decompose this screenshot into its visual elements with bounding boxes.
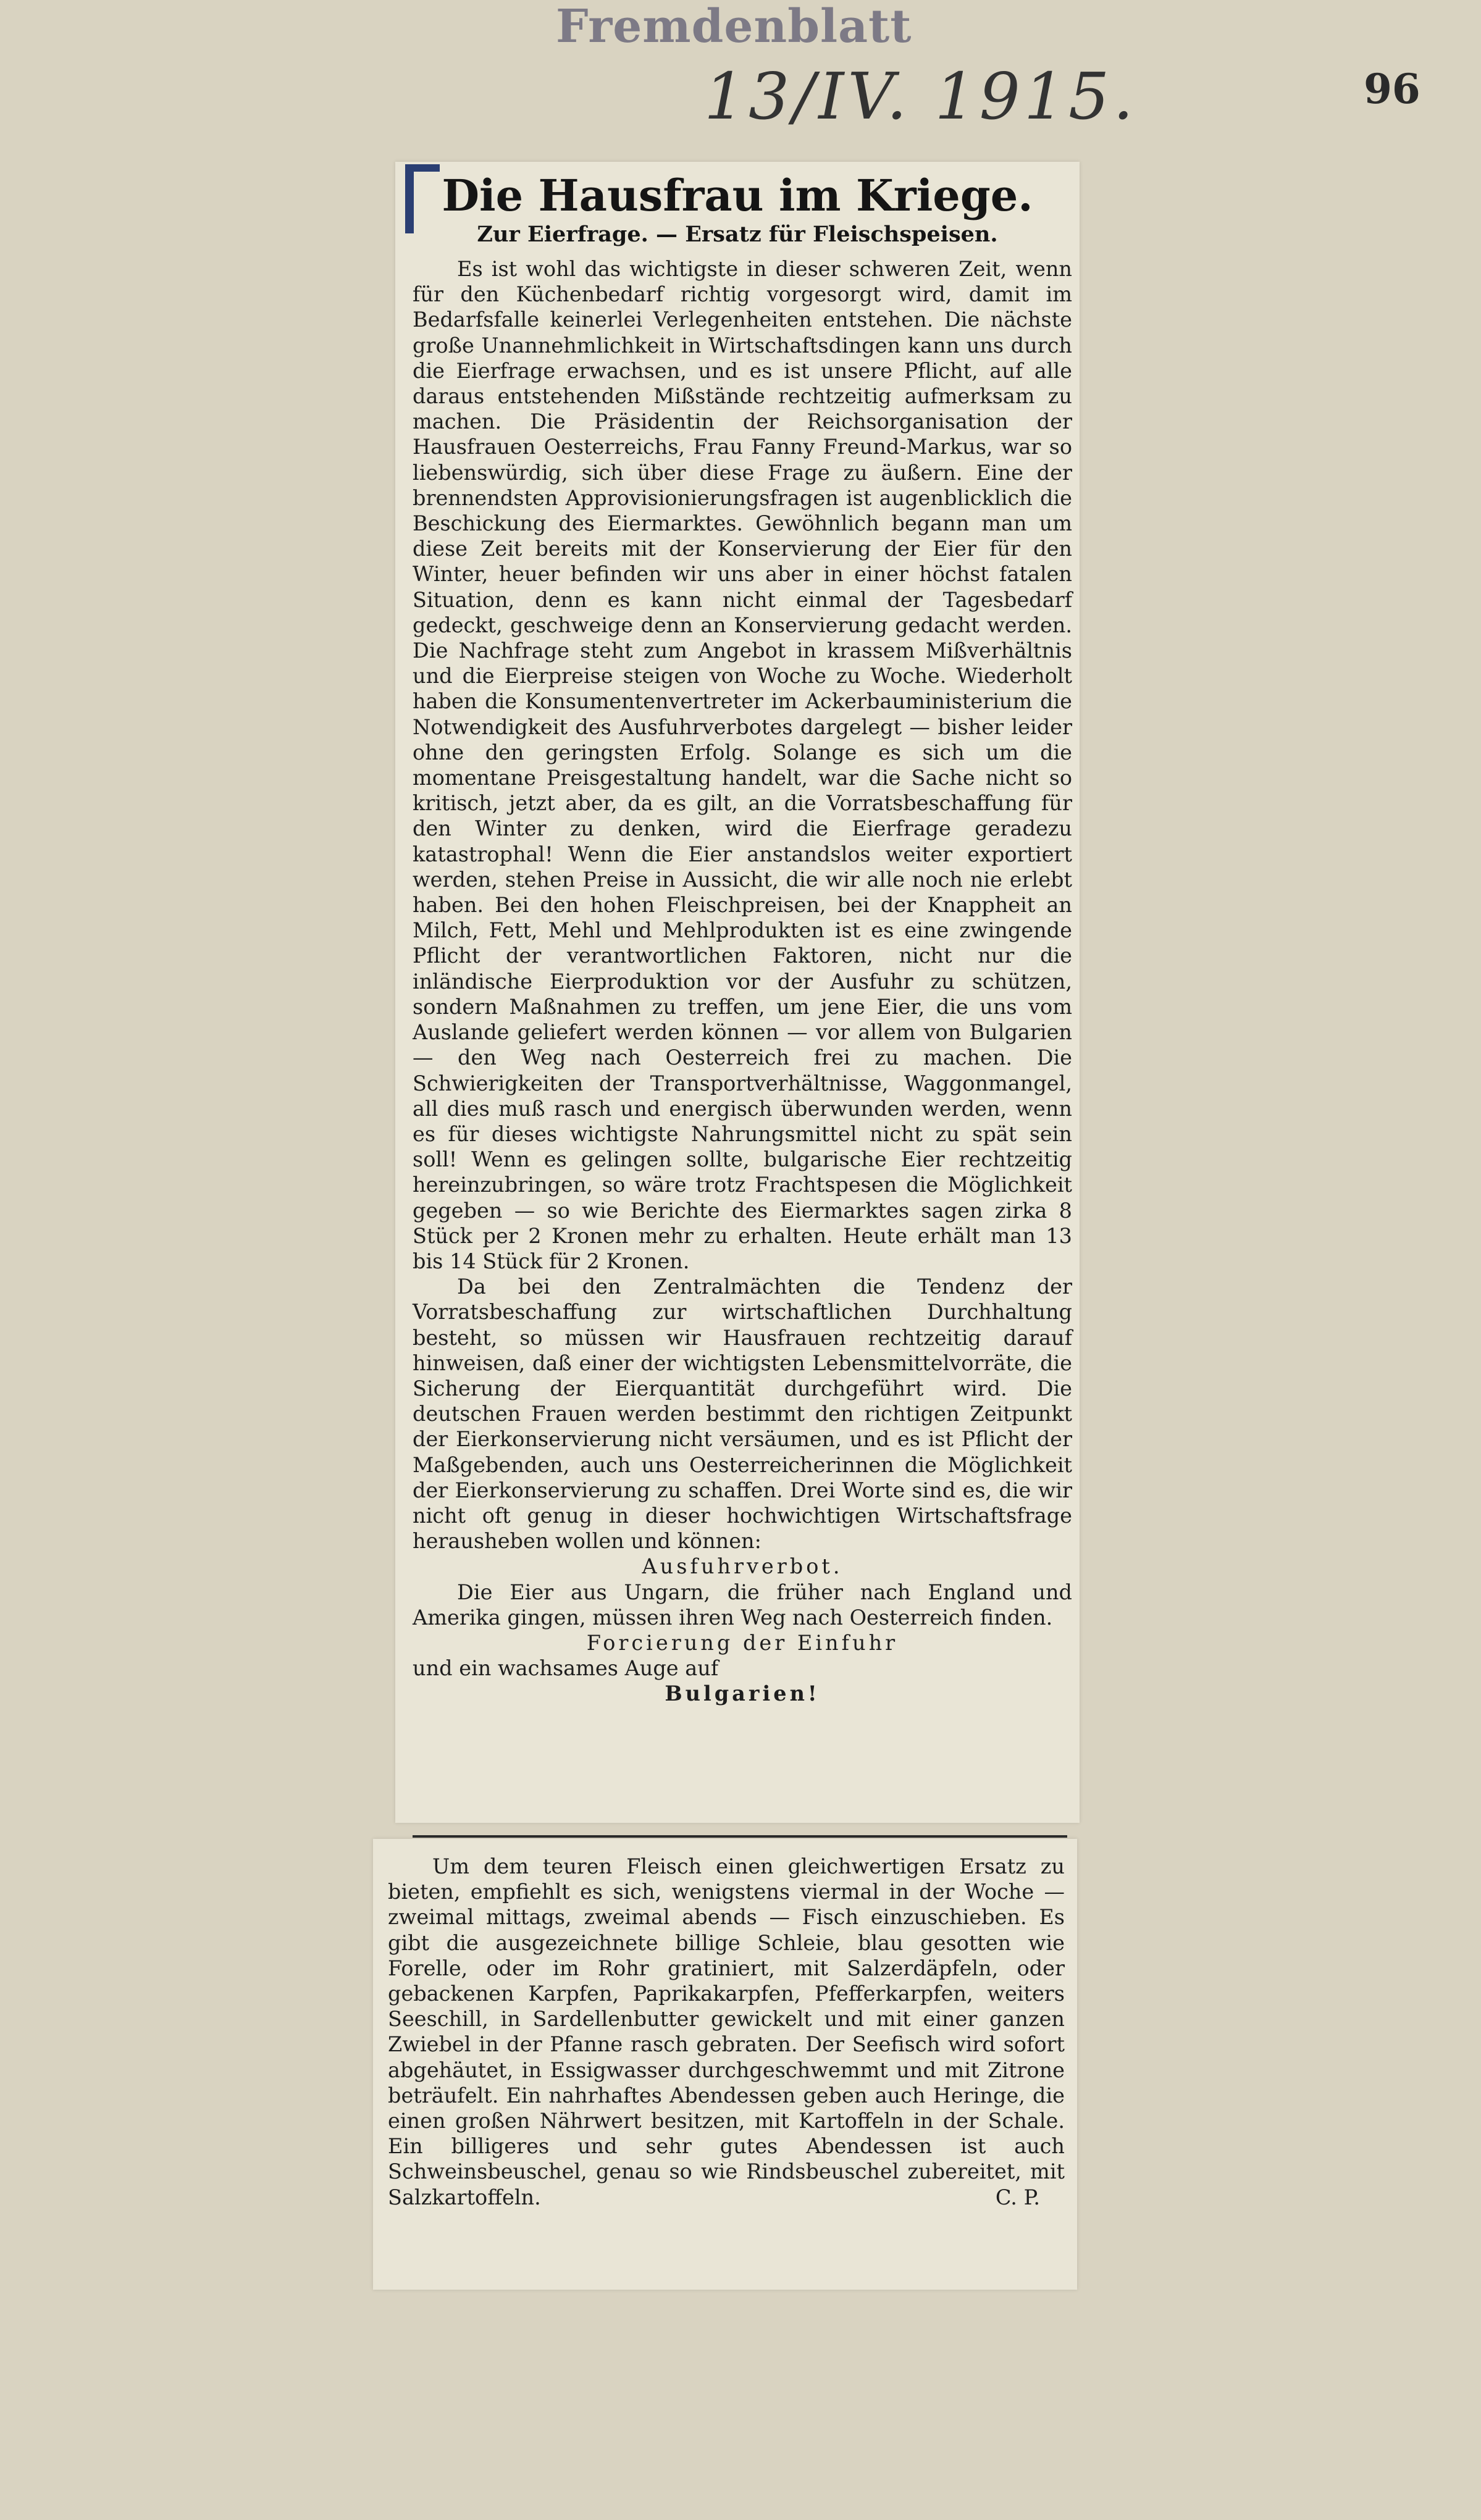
paragraph-eggs: Es ist wohl das wichtigste in dieser schweren Zeit, wenn für den Küchenbedarf richtig vorgesorgt wird, damit im Bedarfsfalle keinerlei Verlegenheiten entstehen. Die nächste große Unannehmlichkeit in Wirtschaftsdingen kann uns durch die Eierfrage erwachsen, und es ist unsere Pflicht, auf alle daraus entstehenden Mißstände rechtzeitig aufmerksam zu machen. Die Präsidentin der Reichsorganisation der Hausfrauen Oesterreichs, Frau Fanny Freund-Markus, war so liebenswürdig, sich über diese Frage zu äußern. Eine der brennendsten Approvisionierungsfragen ist augenblicklich die Beschickung des Eiermarktes. Gewöhnlich begann man um diese Zeit bereits mit der Konservierung der Eier für den Winter, heuer befinden wir uns aber in einer höchst fatalen Situation, denn es kann nicht einmal der Tagesbedarf gedeckt, geschweige denn an Konservierung gedacht werden. Die Nachfrage steht zum Angebot in krassem Mißverhältnis und die Eierpreise steigen von Woche zu Woche. Wiederholt haben die Konsumentenvertreter im Ackerbauministerium die Notwendigkeit des Ausfuhrverbotes dargelegt — bisher leider ohne den geringsten Erfolg. Solange es sich um die momentane Preisgestaltung handelt, war die Sache nicht so kritisch, jetzt aber, da es gilt, an die Vorratsbeschaffung für den Winter zu denken, wird die Eierfrage geradezu katastrophal! Wenn die Eier anstandslos weiter exportiert werden, stehen Preise in Aussicht, die wir alle noch nie erlebt haben. Bei den hohen Fleischpreisen, bei der Knappheit an Milch, Fett, Mehl und Mehlprodukten ist es eine zwingende Pflicht der verantwortlichen Faktoren, nicht nur die inländische Eierproduktion vor der Ausfuhr zu schützen, sondern Maßnahmen zu treffen, um jene Eier, die uns vom Auslande geliefert werden können — vor allem von Bulgarien — den Weg nach Oesterreich frei zu machen. Die Schwierigkeiten der Transportverhältnisse, Waggonmangel, all dies muß rasch und energisch überwunden werden, wenn es für dieses wichtigste Nahrungsmittel nicht zu spät sein soll! Wenn es gelingen sollte, bulgarische Eier rechtzeitig hereinzubringen, so wäre trotz Frachtspesen die Möglichkeit gegeben — so wie Berichte des Eiermarktes sagen zirka 8 Stück per 2 Kronen mehr zu erhalten. Heute erhält man 13 bis 14 Stück für 2 Kronen. [413, 257, 1072, 1273]
article-title: Die Hausfrau im Kriege. [442, 170, 1033, 221]
slogan-bulgaria: Bulgarien! [665, 1681, 820, 1706]
slogan-import: Forcierung der Einfuhr [586, 1630, 899, 1655]
article-body [413, 256, 1072, 1707]
article-body-fish [388, 1854, 1065, 2210]
slogan-export-ban: Ausfuhrverbot. [642, 1554, 843, 1579]
paragraph-fish-text: Um dem teuren Fleisch einen gleichwertigen Ersatz zu bieten, empfiehlt es sich, wenigstens viermal in der Woche — zweimal mittags, zweimal abends — Fisch einzuschieben. Es gibt die ausgezeichnete billige Schleie, blau gesotten wie Forelle, oder im Rohr gratiniert, mit Salzerdäpfeln, oder gebackenen Karpfen, Paprikakarpfen, Pfefferkarpfen, weiters Seeschill, in Sardellenbutter gewickelt und mit einer ganzen Zwiebel in der Pfanne rasch gebraten. Der Seefisch wird sofort abgehäutet, in Essigwasser durchgeschwemmt und mit Zitrone beträufelt. Ein nahrhaftes Abendessen geben auch Heringe, die einen großen Nährwert besitzen, mit Kartoffeln in der Schale. Ein billigeres und sehr gutes Abendessen ist auch Schweinsbeuschel, genau so wie Rindsbeuschel zubereitet, mit Salzkartoffeln. [388, 1854, 1065, 2209]
author-signature: C. P. [995, 2185, 1040, 2209]
article-subtitle: Zur Eierfrage. — Ersatz für Fleischspeisen. [477, 222, 998, 247]
paragraph-fish [388, 1854, 1065, 2210]
section-divider [413, 1835, 1067, 1838]
slogan-watch-prefix: und ein wachsames Auge auf [413, 1656, 719, 1681]
handwritten-date: 13/IV. 1915. [704, 59, 1138, 134]
page-number: 96 [1364, 65, 1420, 113]
newspaper-stamp: Fremdenblatt [556, 0, 912, 53]
slogan-export-ban-text: Die Eier aus Ungarn, die früher nach England und Amerika gingen, müssen ihren Weg nach Oesterreich finden. [413, 1580, 1072, 1630]
paragraph-reserves: Da bei den Zentralmächten die Tendenz der Vorratsbeschaffung zur wirtschaftlichen Durchhaltung besteht, so müssen wir Hausfrauen rechtzeitig darauf hinweisen, daß einer der wichtigsten Lebensmittelvorräte, die Sicherung der Eierquantität durchgeführt wird. Die deutschen Frauen werden bestimmt den richtigen Zeitpunkt der Eierkonservierung nicht versäumen, und es ist Pflicht der Maßgebenden, auch uns Oesterreicherinnen die Möglichkeit der Eierkonservierung zu schaffen. Drei Worte sind es, die wir nicht oft genug in dieser hochwichtigen Wirtschaftsfrage herausheben wollen und können: [413, 1275, 1072, 1554]
